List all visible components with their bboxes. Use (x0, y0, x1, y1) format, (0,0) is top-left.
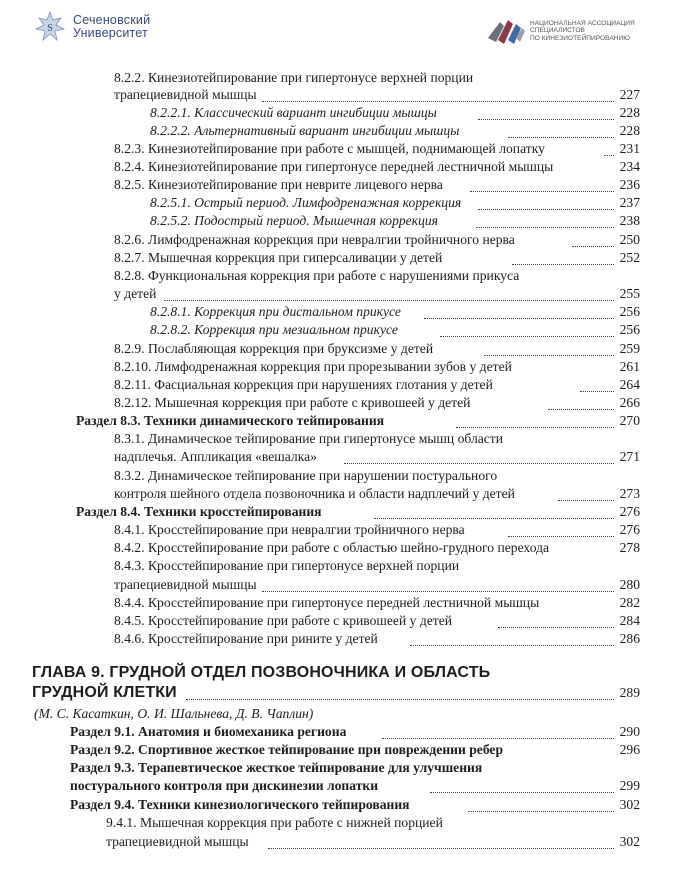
toc-page-number: 270 (619, 413, 640, 428)
dot-leader (572, 232, 614, 247)
dot-leader (344, 449, 614, 464)
dot-leader (468, 797, 614, 812)
toc-page-number: 271 (619, 449, 640, 464)
toc-entry-title: 8.2.6. Лимфодренажная коррекция при невралгии тройничного нерва (114, 232, 515, 247)
dot-leader (548, 395, 614, 410)
toc-page-number: 299 (619, 778, 640, 793)
toc-page-number: 276 (619, 522, 640, 537)
toc-entry-title: 8.4.4. Кросстейпирование при гипертонусе передней лестничной мышцы (114, 595, 540, 610)
dot-leader (440, 322, 614, 337)
dot-leader (382, 724, 614, 739)
dot-leader (498, 613, 614, 628)
toc-page-number: 278 (619, 540, 640, 555)
toc-page-number: 302 (619, 797, 640, 812)
toc-entry-title: трапециевидной мышцы (106, 834, 249, 849)
toc-entry-title: 8.2.9. Послабляющая коррекция при бруксизме у детей (114, 341, 434, 356)
toc-entry-title: 8.2.2.2. Альтернативный вариант ингибиции мышцы (150, 123, 460, 138)
toc-page-number: 256 (619, 304, 640, 319)
association-name-line2: СПЕЦИАЛИСТОВ (530, 27, 585, 35)
toc-page-number: 256 (619, 322, 640, 337)
toc-page-number: 302 (619, 834, 640, 849)
toc-entry-title: 8.3.1. Динамическое тейпирование при гипертонусе мышц области (114, 431, 504, 446)
toc-entry-title: 8.2.8.1. Коррекция при дистальном прикусе (150, 304, 401, 319)
toc-entry-title: 8.2.5. Кинезиотейпирование при неврите лицевого нерва (114, 177, 443, 192)
toc-page-number: 273 (619, 486, 640, 501)
dot-leader (508, 522, 614, 537)
dot-leader (262, 577, 614, 592)
dot-leader (558, 486, 614, 501)
toc-entry-title: 8.4.5. Кросстейпирование при работе с кривошеей у детей (114, 613, 453, 628)
dot-leader (470, 177, 614, 192)
chapter-authors: (М. С. Касаткин, О. И. Шальнева, Д. В. Чаплин) (34, 706, 314, 721)
dot-leader (508, 123, 614, 138)
association-logo (486, 14, 656, 48)
toc-page-number: 296 (619, 742, 640, 757)
association-name-line1: НАЦИОНАЛЬНАЯ АССОЦИАЦИЯ (530, 19, 635, 27)
university-name-line1: Сеченовский (73, 13, 151, 27)
toc-section-title: постурального контроля при дискинезии лопатки (70, 778, 379, 793)
toc-entry-title: 8.2.3. Кинезиотейпирование при работе с мышцей, поднимающей лопатку (114, 141, 545, 156)
svg-text:S: S (47, 23, 53, 34)
university-name (73, 14, 150, 40)
toc-page-number: 228 (619, 123, 640, 138)
dot-leader (580, 377, 614, 392)
toc-page-number: 286 (619, 631, 640, 646)
dot-leader (374, 504, 614, 519)
dot-leader (424, 304, 614, 319)
toc-entry-title: 8.4.6. Кросстейпирование при рините у детей (114, 631, 378, 646)
toc-page-number: 237 (619, 195, 640, 210)
toc-section-title: Раздел 9.2. Спортивное жесткое тейпирование при повреждении ребер (70, 742, 504, 757)
toc-page-number: 227 (619, 87, 640, 102)
toc-page-number: 255 (619, 286, 640, 301)
toc-entry-title: 8.2.12. Мышечная коррекция при работе с кривошеей у детей (114, 395, 471, 410)
toc-entry-title: 8.2.2.1. Классический вариант ингибиции мышцы (150, 105, 437, 120)
toc-entry-title: 8.2.8. Функциональная коррекция при работе с нарушениями прикуса (114, 268, 520, 283)
university-name-line2: Университет (73, 26, 148, 40)
toc-entry-title: 8.4.2. Кросстейпирование при работе с областью шейно-грудного перехода (114, 540, 550, 555)
dot-leader (456, 413, 614, 428)
toc-page-number: 264 (619, 377, 640, 392)
toc-entry-title: надплечья. Аппликация «вешалка» (114, 449, 317, 464)
toc-page-number: 280 (619, 577, 640, 592)
toc-entry-title: трапециевидной мышцы (114, 87, 257, 102)
dot-leader (164, 286, 614, 301)
toc-entry-title: 8.2.8.2. Коррекция при мезиальном прикусе (150, 322, 398, 337)
association-name-line3: ПО КИНЕЗИОТЕЙПИРОВАНИЮ (530, 34, 630, 42)
toc-entry-title: трапециевидной мышцы (114, 577, 257, 592)
toc-page-number: 252 (619, 250, 640, 265)
toc-page-number: 250 (619, 232, 640, 247)
toc-page-number: 236 (619, 177, 640, 192)
dot-leader (262, 87, 614, 102)
toc-page-number: 276 (619, 504, 640, 519)
toc-section-title: Раздел 8.3. Техники динамического тейпирования (76, 413, 385, 428)
association-name (530, 20, 656, 43)
toc-section-title: Раздел 9.1. Анатомия и биомеханика региона (70, 724, 347, 739)
sechenov-university-logo (34, 10, 150, 44)
toc-page-number: 259 (619, 341, 640, 356)
dot-leader (478, 195, 614, 210)
toc-entry-title: 8.2.5.2. Подострый период. Мышечная коррекция (150, 213, 438, 228)
toc-entry-title: 8.3.2. Динамическое тейпирование при нарушении постурального (114, 468, 498, 483)
toc-section-title: Раздел 8.4. Техники кросстейпирования (76, 504, 322, 519)
association-emblem-icon (486, 16, 526, 46)
dot-leader (268, 834, 614, 849)
dot-leader (430, 778, 614, 793)
dot-leader (186, 685, 614, 700)
toc-page-number: 282 (619, 595, 640, 610)
toc-entry-title: 8.4.3. Кросстейпирование при гипертонусе верхней порции (114, 558, 460, 573)
toc-entry-title: 8.2.11. Фасциальная коррекция при нарушениях глотания у детей (114, 377, 493, 392)
dot-leader (604, 141, 614, 156)
toc-entry-title: 9.4.1. Мышечная коррекция при работе с нижней порцией (106, 815, 443, 830)
toc-page-number: 261 (619, 359, 640, 374)
dot-leader (484, 341, 614, 356)
toc-page-number: 234 (619, 159, 640, 174)
toc-section-title: Раздел 9.3. Терапевтическое жесткое тейпирование для улучшения (70, 760, 483, 775)
toc-page-number: 228 (619, 105, 640, 120)
toc-entry-title: 8.2.4. Кинезиотейпирование при гипертонусе передней лестничной мышцы (114, 159, 554, 174)
toc-entry-title: 8.2.10. Лимфодренажная коррекция при прорезывании зубов у детей (114, 359, 512, 374)
university-emblem-icon (34, 10, 66, 44)
toc-page-number: 238 (619, 213, 640, 228)
toc-entry-title: контроля шейного отдела позвоночника и области надплечий у детей (114, 486, 515, 501)
toc-entry-title: у детей (114, 286, 157, 301)
toc-section-title: Раздел 9.4. Техники кинезиологического тейпирования (70, 797, 410, 812)
toc-page-number: 284 (619, 613, 640, 628)
chapter-heading-line2: ГРУДНОЙ КЛЕТКИ (32, 684, 177, 701)
dot-leader (512, 250, 614, 265)
toc-entry-title: 8.2.7. Мышечная коррекция при гиперсаливации у детей (114, 250, 443, 265)
toc-page-number: 231 (619, 141, 640, 156)
dot-leader (476, 213, 614, 228)
chapter-heading-line1[interactable]: ГЛАВА 9. ГРУДНОЙ ОТДЕЛ ПОЗВОНОЧНИКА И ОБЛАСТЬ (32, 664, 491, 681)
dot-leader (410, 631, 614, 646)
toc-entry-title: 8.4.1. Кросстейпирование при невралгии тройничного нерва (114, 522, 465, 537)
toc-page-number: 266 (619, 395, 640, 410)
toc-page-number: 289 (619, 685, 640, 700)
toc-entry-title: 8.2.5.1. Острый период. Лимфодренажная коррекция (150, 195, 462, 210)
dot-leader (478, 105, 614, 120)
toc-entry-title: 8.2.2. Кинезиотейпирование при гипертонусе верхней порции (114, 70, 474, 85)
toc-page-number: 290 (619, 724, 640, 739)
